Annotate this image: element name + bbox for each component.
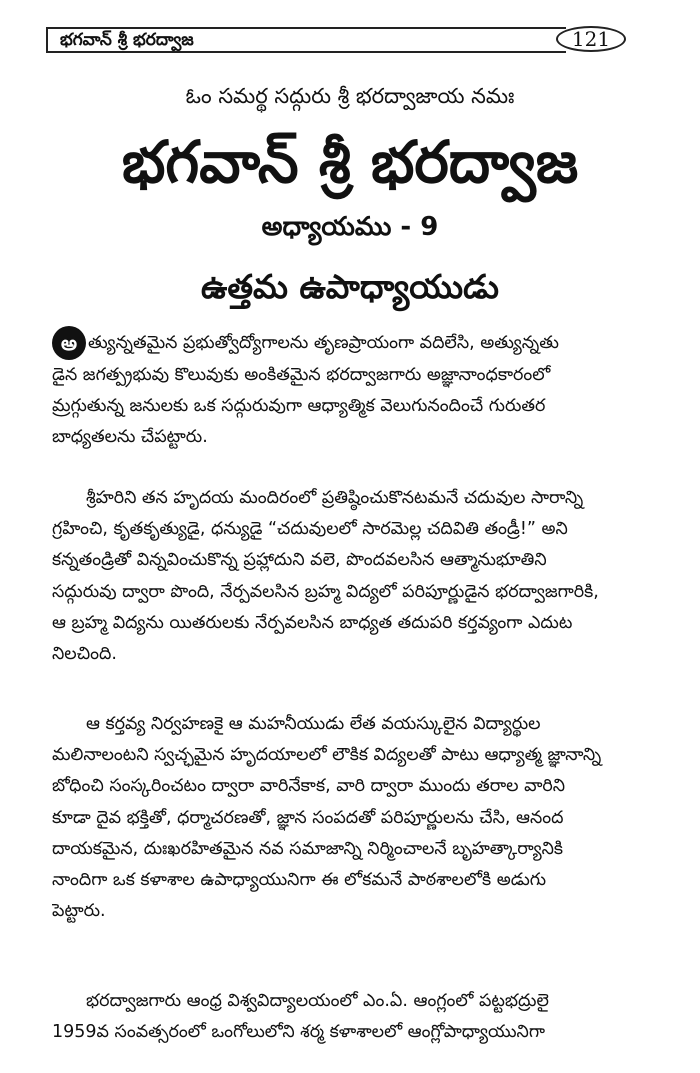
text-line: 1959వ సంవత్సరంలో ఒంగోలులోని శర్మ కళాశాలలో ఆంగ్లోపాధ్యాయునిగా xyxy=(52,1022,545,1043)
text-line: మ్రగ్గుతున్న జనులకు ఒక సద్గురువుగా ఆధ్యాత్మిక వెలుగునందించే గురుతర xyxy=(52,396,546,417)
page-number-badge xyxy=(556,26,626,52)
text-line: గ్రహించి, కృతకృత్యుడై, ధన్యుడై “చదువులలో సారమెల్ల చదివితి తండ్రీ!” అని xyxy=(52,519,568,540)
text-line: బాధ్యతలను చేపట్టారు. xyxy=(52,427,208,448)
text-line-content: త్యున్నతమైన ప్రభుత్వోద్యోగాలను తృణప్రాయంగా వదిలేసి, అత్యున్నతు xyxy=(88,333,559,353)
invocation-line: ఓం సమర్థ సద్గురు శ్రీ భరద్వాజాయ నమః xyxy=(185,84,515,108)
paragraph-1 xyxy=(52,326,658,454)
text-line: బోధించి సంస్కరించటం ద్వారా వారినేకాక, వారి ద్వారా ముందు తరాల వారిని xyxy=(52,776,566,797)
text-line: పెట్టారు. xyxy=(52,901,106,922)
text-line: దాయకమైన, దుఃఖరహితమైన నవ సమాజాన్ని నిర్మించాలనే బృహత్కార్యానికి xyxy=(52,838,564,859)
header-rule xyxy=(46,51,566,53)
paragraph-4 xyxy=(52,986,658,1048)
header-rule xyxy=(46,27,48,53)
text-line: ఆ కర్తవ్య నిర్వహణకై ఆ మహనీయుడు లేత వయస్కులైన విద్యార్థుల xyxy=(86,714,541,734)
text-line: కూడా దైవ భక్తితో, ధర్మాచరణతో, జ్ఞాన సంపదతో పరిపూర్ణులను చేసి, ఆనంద xyxy=(52,807,564,828)
header-rule xyxy=(46,27,566,29)
text-line: భరద్వాజగారు ఆంధ్ర విశ్వవిద్యాలయంలో ఎం.ఏ. ఆంగ్లంలో పట్టభద్రులై xyxy=(86,991,549,1011)
text-line: శ్రీహరిని తన హృదయ మందిరంలో ప్రతిష్ఠించుకొనటమనే చదువుల సారాన్ని xyxy=(86,488,584,508)
text-line: మలినాలంటని స్వచ్ఛమైన హృదయాలలో లౌకిక విద్యలతో పాటు ఆధ్యాత్మ జ్ఞానాన్ని xyxy=(52,745,602,766)
drop-cap: అ xyxy=(52,326,86,360)
text-line xyxy=(52,326,658,360)
paragraph-2 xyxy=(52,483,658,670)
text-line: నిలచింది. xyxy=(52,644,117,665)
running-head: భగవాన్ శ్రీ భరద్వాజ xyxy=(60,30,194,50)
text-line: ఆ బ్రహ్మ విద్యను యితరులకు నేర్పవలసిన బాధ్యత తదుపరి కర్తవ్యంగా ఎదుట xyxy=(52,612,573,633)
section-title: ఉత్తమ ఉపాధ్యాయుడు xyxy=(201,267,499,306)
text-line: నాందిగా ఒక కళాశాల ఉపాధ్యాయునిగా ఈ లోకమనే పాఠశాలలోకి అడుగు xyxy=(52,870,547,891)
paragraph-3 xyxy=(52,709,658,927)
page-number: 121 xyxy=(571,27,611,51)
chapter-heading: అధ్యాయము - 9 xyxy=(261,212,439,242)
text-line: కన్నతండ్రితో విన్నవించుకొన్న ప్రహ్లాదుని వలె, పొందవలసిన ఆత్మానుభూతిని xyxy=(52,550,547,571)
text-line: సద్గురువు ద్వారా పొంది, నేర్పవలసిన బ్రహ్మ విద్యలో పరిపూర్ణుడైన భరద్వాజగారికి, xyxy=(52,581,599,602)
page-title: భగవాన్ శ్రీ భరద్వాజ xyxy=(121,128,579,196)
text-line: డైన జగత్ప్రభువు కొలువుకు అంకితమైన భరద్వాజగారు అజ్ఞానాంధకారంలో xyxy=(52,365,551,385)
